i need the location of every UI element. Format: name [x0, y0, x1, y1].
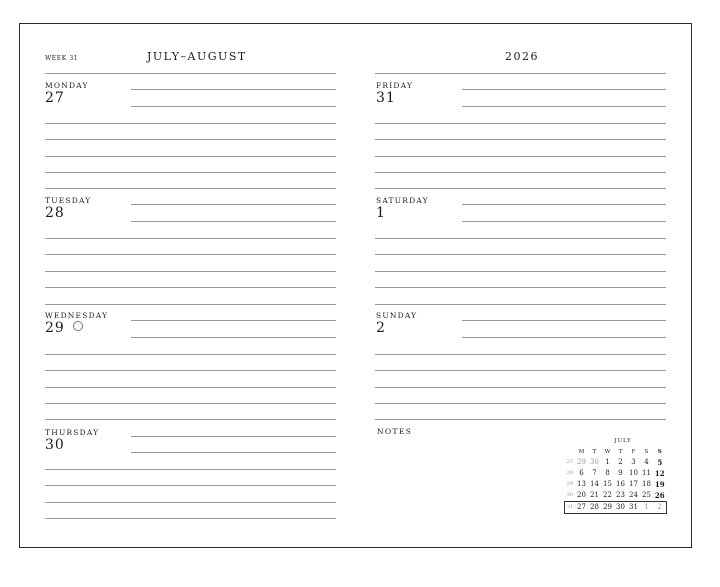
ruled-line — [375, 156, 666, 157]
ruled-line — [462, 337, 666, 338]
week-number: WEEK 31 — [45, 55, 79, 62]
mini-calendar-day: 15 — [603, 480, 612, 488]
mini-calendar-day: 23 — [616, 491, 625, 499]
mini-calendar-day: 14 — [590, 480, 599, 488]
mini-calendar-week-number: 28 — [566, 470, 573, 476]
ruled-line — [45, 469, 336, 470]
mini-calendar-day: 1 — [640, 502, 653, 514]
mini-calendar-week-row — [565, 457, 667, 468]
day-number-thursday: 30 — [45, 437, 65, 453]
mini-calendar-week-number: 27 — [566, 459, 573, 465]
ruled-line — [131, 320, 336, 321]
day-number-tuesday: 28 — [45, 205, 65, 221]
ruled-line — [131, 204, 336, 205]
mini-calendar-day: 21 — [590, 491, 599, 499]
mini-calendar — [564, 438, 668, 514]
ruled-line — [45, 254, 336, 255]
ruled-line — [375, 419, 666, 420]
year-label: 2026 — [505, 50, 539, 63]
ruled-line — [375, 172, 666, 173]
day-name-monday: MONDAY — [45, 81, 89, 90]
ruled-line — [131, 106, 336, 107]
day-name-tuesday: TUESDAY — [45, 196, 92, 205]
day-number-friday: 31 — [376, 90, 396, 106]
day-number-sunday: 2 — [376, 320, 386, 336]
ruled-line — [462, 106, 666, 107]
mini-calendar-day: 2 — [618, 458, 623, 466]
ruled-line — [45, 238, 336, 239]
mini-calendar-current-week — [565, 502, 667, 514]
mini-calendar-day: 6 — [579, 469, 584, 477]
ruled-line — [45, 485, 336, 486]
ruled-line — [375, 387, 666, 388]
ruled-line — [45, 403, 336, 404]
ruled-line — [45, 172, 336, 173]
day-name-thursday: THURSDAY — [45, 428, 100, 437]
ruled-line — [462, 320, 666, 321]
mini-calendar-day: 5 — [657, 458, 663, 467]
mini-calendar-day: 22 — [603, 491, 612, 499]
mini-calendar-day: 9 — [618, 469, 623, 477]
ruled-line — [131, 436, 336, 437]
notes-label: NOTES — [377, 427, 413, 436]
ruled-line — [462, 204, 666, 205]
ruled-line — [45, 73, 336, 74]
ruled-line — [375, 403, 666, 404]
mini-calendar-day: 16 — [616, 480, 625, 488]
mini-calendar-day: 8 — [605, 469, 610, 477]
mini-calendar-day: 30 — [614, 502, 627, 514]
ruled-line — [45, 370, 336, 371]
ruled-line — [45, 123, 336, 124]
mini-calendar-day: 29 — [577, 458, 586, 466]
mini-calendar-day: 26 — [654, 491, 665, 500]
mini-calendar-weekday: S — [644, 448, 649, 455]
mini-calendar-day: 17 — [629, 480, 638, 488]
mini-calendar-month: JULY — [614, 438, 632, 444]
mini-calendar-day: 2 — [653, 502, 667, 514]
ruled-line — [375, 73, 666, 74]
day-name-sunday: SUNDAY — [376, 311, 418, 320]
mini-calendar-day: 28 — [588, 502, 601, 514]
day-number-saturday: 1 — [376, 205, 386, 221]
ruled-line — [131, 221, 336, 222]
mini-calendar-weekday: M — [578, 448, 585, 455]
ruled-line — [375, 188, 666, 189]
first-quarter-moon-icon — [73, 321, 83, 331]
mini-calendar-week-number: 29 — [566, 481, 573, 487]
ruled-line — [131, 337, 336, 338]
ruled-line — [375, 254, 666, 255]
mini-calendar-day: 25 — [642, 491, 651, 499]
mini-calendar-day: 3 — [631, 458, 636, 466]
mini-calendar-day: 11 — [642, 469, 651, 477]
ruled-line — [131, 452, 336, 453]
ruled-line — [375, 304, 666, 305]
mini-calendar-day: 12 — [654, 469, 665, 478]
mini-calendar-week-header — [565, 446, 576, 457]
mini-calendar-grid — [564, 446, 667, 514]
mini-calendar-day: 30 — [590, 458, 599, 466]
mini-calendar-day: 27 — [575, 502, 588, 514]
mini-calendar-day: 20 — [577, 491, 586, 499]
day-name-wednesday: WEDNESDAY — [45, 311, 109, 320]
mini-calendar-weekday: T — [592, 448, 597, 455]
ruled-line — [375, 370, 666, 371]
ruled-line — [45, 156, 336, 157]
mini-calendar-week-number: 31 — [565, 502, 576, 514]
mini-calendar-week-row — [565, 479, 667, 490]
day-number-wednesday: 29 — [45, 320, 65, 336]
ruled-line — [131, 89, 336, 90]
mini-calendar-day: 4 — [644, 458, 649, 466]
ruled-line — [375, 139, 666, 140]
day-name-saturday: SATURDAY — [376, 196, 429, 205]
mini-calendar-day: 1 — [605, 458, 610, 466]
ruled-line — [45, 354, 336, 355]
ruled-line — [375, 271, 666, 272]
ruled-line — [375, 287, 666, 288]
day-number-wednesday-wrap — [45, 320, 83, 336]
mini-calendar-day: 29 — [601, 502, 614, 514]
mini-calendar-weekday: W — [604, 448, 611, 455]
ruled-line — [45, 387, 336, 388]
ruled-line — [45, 139, 336, 140]
ruled-line — [45, 271, 336, 272]
mini-calendar-day: 31 — [627, 502, 640, 514]
mini-calendar-weekday: T — [618, 448, 623, 455]
mini-calendar-week-number: 30 — [566, 492, 573, 498]
mini-calendar-day: 24 — [629, 491, 638, 499]
ruled-line — [45, 188, 336, 189]
ruled-line — [45, 502, 336, 503]
day-number-monday: 27 — [45, 90, 65, 106]
ruled-line — [45, 419, 336, 420]
mini-calendar-weekday-row — [565, 446, 667, 457]
ruled-line — [45, 287, 336, 288]
mini-calendar-week-row — [565, 490, 667, 502]
mini-calendar-weekday: F — [631, 448, 636, 455]
ruled-line — [375, 238, 666, 239]
mini-calendar-day: 7 — [592, 469, 597, 477]
ruled-line — [375, 354, 666, 355]
mini-calendar-weekday: S — [657, 448, 662, 455]
day-name-friday: FRIDAY — [376, 81, 414, 90]
ruled-line — [462, 221, 666, 222]
ruled-line — [45, 304, 336, 305]
month-range: JULY–AUGUST — [147, 50, 247, 63]
mini-calendar-week-row — [565, 468, 667, 479]
ruled-line — [462, 89, 666, 90]
ruled-line — [45, 518, 336, 519]
mini-calendar-day: 13 — [577, 480, 586, 488]
mini-calendar-day: 10 — [629, 469, 638, 477]
mini-calendar-day: 18 — [642, 480, 651, 488]
mini-calendar-day: 19 — [654, 480, 665, 489]
ruled-line — [375, 123, 666, 124]
